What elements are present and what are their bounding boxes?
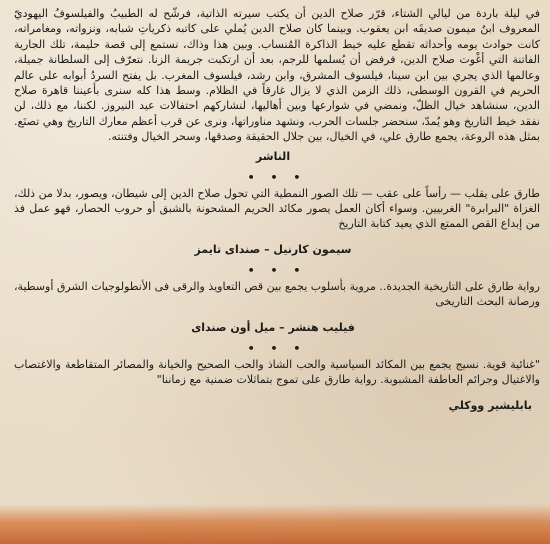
separator-3: • • • bbox=[247, 341, 307, 355]
decorative-bottom-band bbox=[0, 504, 550, 544]
intro-signature: الناشر bbox=[255, 149, 291, 163]
review-1-text: طارق على يقلب — رأساً على عقب — تلك الصور النمطية التي تحول صلاح الدين إلى شيطان، ويصور، بدلا من ذلك، الغزاة "البرابرة" الغربيين. وسواء أكان العمل يصور مكائد الحريم المشحونة بالشبق أو حروب الحصار، فهو عمل فذ من إبداع القص الممتع الذي يعيد كتابة التاريخ bbox=[14, 186, 540, 231]
review-3-signature: بابليشير ووكلي bbox=[448, 398, 532, 412]
separator-2: • • • bbox=[247, 263, 307, 277]
review-2-signature: فيليب هنشر – ميل أون صنداى bbox=[191, 320, 355, 334]
separator-1: • • • bbox=[247, 170, 307, 184]
cover-text bbox=[14, 6, 540, 544]
review-1-signature: سيمون كارنيل – صنداى تايمز bbox=[194, 242, 352, 256]
review-3-text: "غنائية قوية. نسيج يجمع بين المكائد السياسية والحب الشاذ والحب الصحيح والخيانة والمصائر المتقاطعة والاغتصاب والاغتيال وجرائم العاطفة المشبوبة. رواية طارق على تموج بتماثلات ضمنية مع زماننا" bbox=[14, 357, 540, 387]
intro-paragraph: في ليلة باردة من ليالي الشتاء، قرّر صلاح الدين أن يكتب سيرته الذاتية، فرشّح له الطبيبُ والفيلسوفُ اليهوديّ المعروف ابنُ ميمون صديقَه ابن يعقوب. وبينما كان صلاح الدين يُملي على كاتبه ذكرياتِ شبابه، ونزواته، ومغامراته، كانت حوادث يومه وأحداثه تقطع عليه خيط الذاكرة المُنساب. وبين هذا وذاك، نستمع إلى قصة حليمة، تلك الجارية الفاتنة التي أغْوت صلاح الدين، فرفض أن يُسلمها للرجم، بعد أن ارتكبت جريمة الزنا. نتعرّف إلى السلطانة جميلة، وعالمها الذي يجري بين ابن سينا، فيلسوف المشرق، وابن رشد، فيلسوف المغرب. بل يفتح السردُ أبوابه على عالم الحريم في القرون الوسطى، ذلك الزمن الذي لا يزال غارقاً في الظلام. وسط هذا كله سنرى بأعيننا قاهرة صلاح الدين، سنشاهد خيال الظلّ، ونمضي في شوارعها وبين أهاليها، لنشاركهم احتفالات عيد النيروز. لكننا، مع ذلك، لن نفقد خيط التاريخ وهو يُمدّ، سنحضر جلسات الحرب، ونشهد مناوراتها، ونرى عن قرب أعظم معارك التاريخ وهي تصنَع. بمثل هذه الروعة، يجمع طارق علي، في الخيال، بين جلال الحقيقة وصدقها، وسحر الخيال وفتنته. bbox=[14, 7, 540, 144]
review-2-text: رواية طارق على التاريخية الجديدة.. مروية بأسلوب يجمع بين قص التعاويذ والرقى فى الأنطولوجيات الشرق أوسطية، ورصانة البحث التاريخى bbox=[14, 279, 540, 309]
